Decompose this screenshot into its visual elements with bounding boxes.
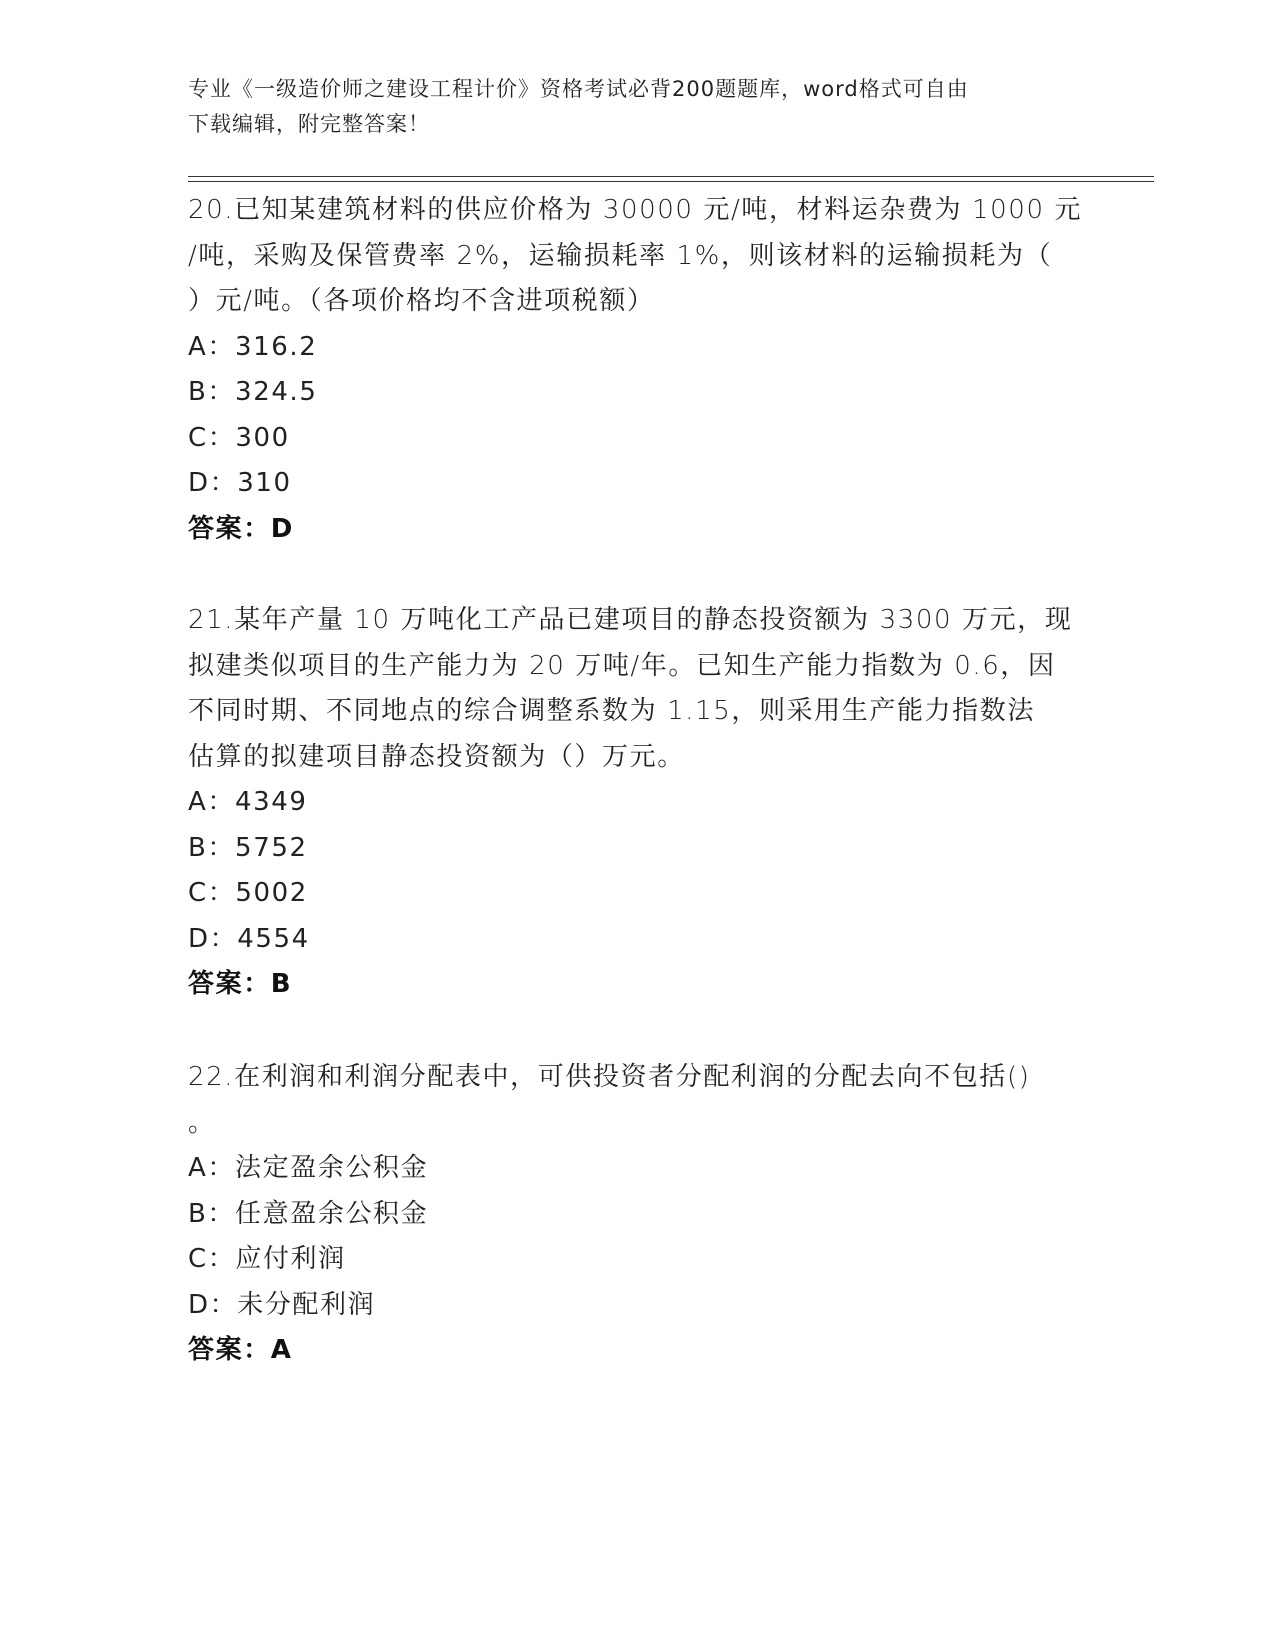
option-text: 5002 <box>235 878 308 908</box>
option-key: D： <box>188 468 238 498</box>
header-line-1: 专业《一级造价师之建设工程计价》资格考试必背200题题库，word格式可自由 <box>188 77 969 101</box>
option-d <box>188 461 1088 507</box>
question-stem-line: 22.在利润和利润分配表中，可供投资者分配利润的分配去向不包括() <box>188 1062 1031 1092</box>
question-stem-line: 21.某年产量 10 万吨化工产品已建项目的静态投资额为 3300 万元，现 <box>188 605 1073 635</box>
option-key: C： <box>188 1244 236 1274</box>
header-divider-top <box>188 176 1154 177</box>
option-key: B： <box>188 1198 236 1229</box>
option-b <box>188 826 1088 872</box>
question-stem-line: 。 <box>188 1107 216 1138</box>
option-key: A： <box>188 1153 235 1183</box>
question-stem-line: 估算的拟建项目静态投资额为（）万元。 <box>188 741 685 772</box>
option-key: C： <box>188 878 236 908</box>
answer-line: 答案：D <box>188 513 294 544</box>
option-c <box>188 416 1088 462</box>
option-key: C： <box>188 422 236 453</box>
question-stem-line: 20.已知某建筑材料的供应价格为 30000 元/吨，材料运杂费为 1000 元 <box>188 195 1083 225</box>
option-d <box>188 917 1088 963</box>
option-a <box>188 325 1088 371</box>
option-key: A： <box>188 331 235 362</box>
question-22 <box>188 1055 1088 1374</box>
option-d <box>188 1283 1088 1329</box>
answer-line: 答案：A <box>188 1335 293 1365</box>
option-text: 4349 <box>235 787 308 817</box>
option-text: 310 <box>237 468 292 498</box>
answer-line: 答案：B <box>188 969 293 999</box>
question-stem-line: 拟建类似项目的生产能力为 20 万吨/年。已知生产能力指数为 0.6，因 <box>188 650 1056 681</box>
question-20 <box>188 188 1088 552</box>
question-stem-line: ）元/吨。（各项价格均不含进项税额） <box>188 286 655 316</box>
header-line-2: 下载编辑，附完整答案！ <box>188 112 430 136</box>
option-key: D： <box>188 923 238 954</box>
option-text: 5752 <box>235 832 308 863</box>
option-b <box>188 1192 1088 1238</box>
question-stem-line: /吨，采购及保管费率 2%，运输损耗率 1%，则该材料的运输损耗为（ <box>188 240 1053 271</box>
option-key: B： <box>188 832 236 863</box>
option-text: 应付利润 <box>235 1244 346 1274</box>
option-text: 法定盈余公积金 <box>235 1153 429 1183</box>
header-divider-bottom <box>188 181 1154 182</box>
question-21 <box>188 598 1088 1008</box>
option-key: D： <box>188 1289 238 1320</box>
option-text: 未分配利润 <box>237 1289 376 1320</box>
option-key: B： <box>188 377 236 407</box>
option-key: A： <box>188 787 235 817</box>
option-text: 316.2 <box>235 331 318 362</box>
document-header <box>188 72 1068 142</box>
option-text: 300 <box>235 422 290 453</box>
option-a <box>188 780 1088 826</box>
option-b <box>188 370 1088 416</box>
option-c <box>188 871 1088 917</box>
option-a <box>188 1146 1088 1192</box>
option-text: 4554 <box>237 923 310 954</box>
option-text: 任意盈余公积金 <box>235 1198 429 1229</box>
option-c <box>188 1237 1088 1283</box>
question-stem-line: 不同时期、不同地点的综合调整系数为 1.15，则采用生产能力指数法 <box>188 696 1035 726</box>
option-text: 324.5 <box>235 377 318 407</box>
